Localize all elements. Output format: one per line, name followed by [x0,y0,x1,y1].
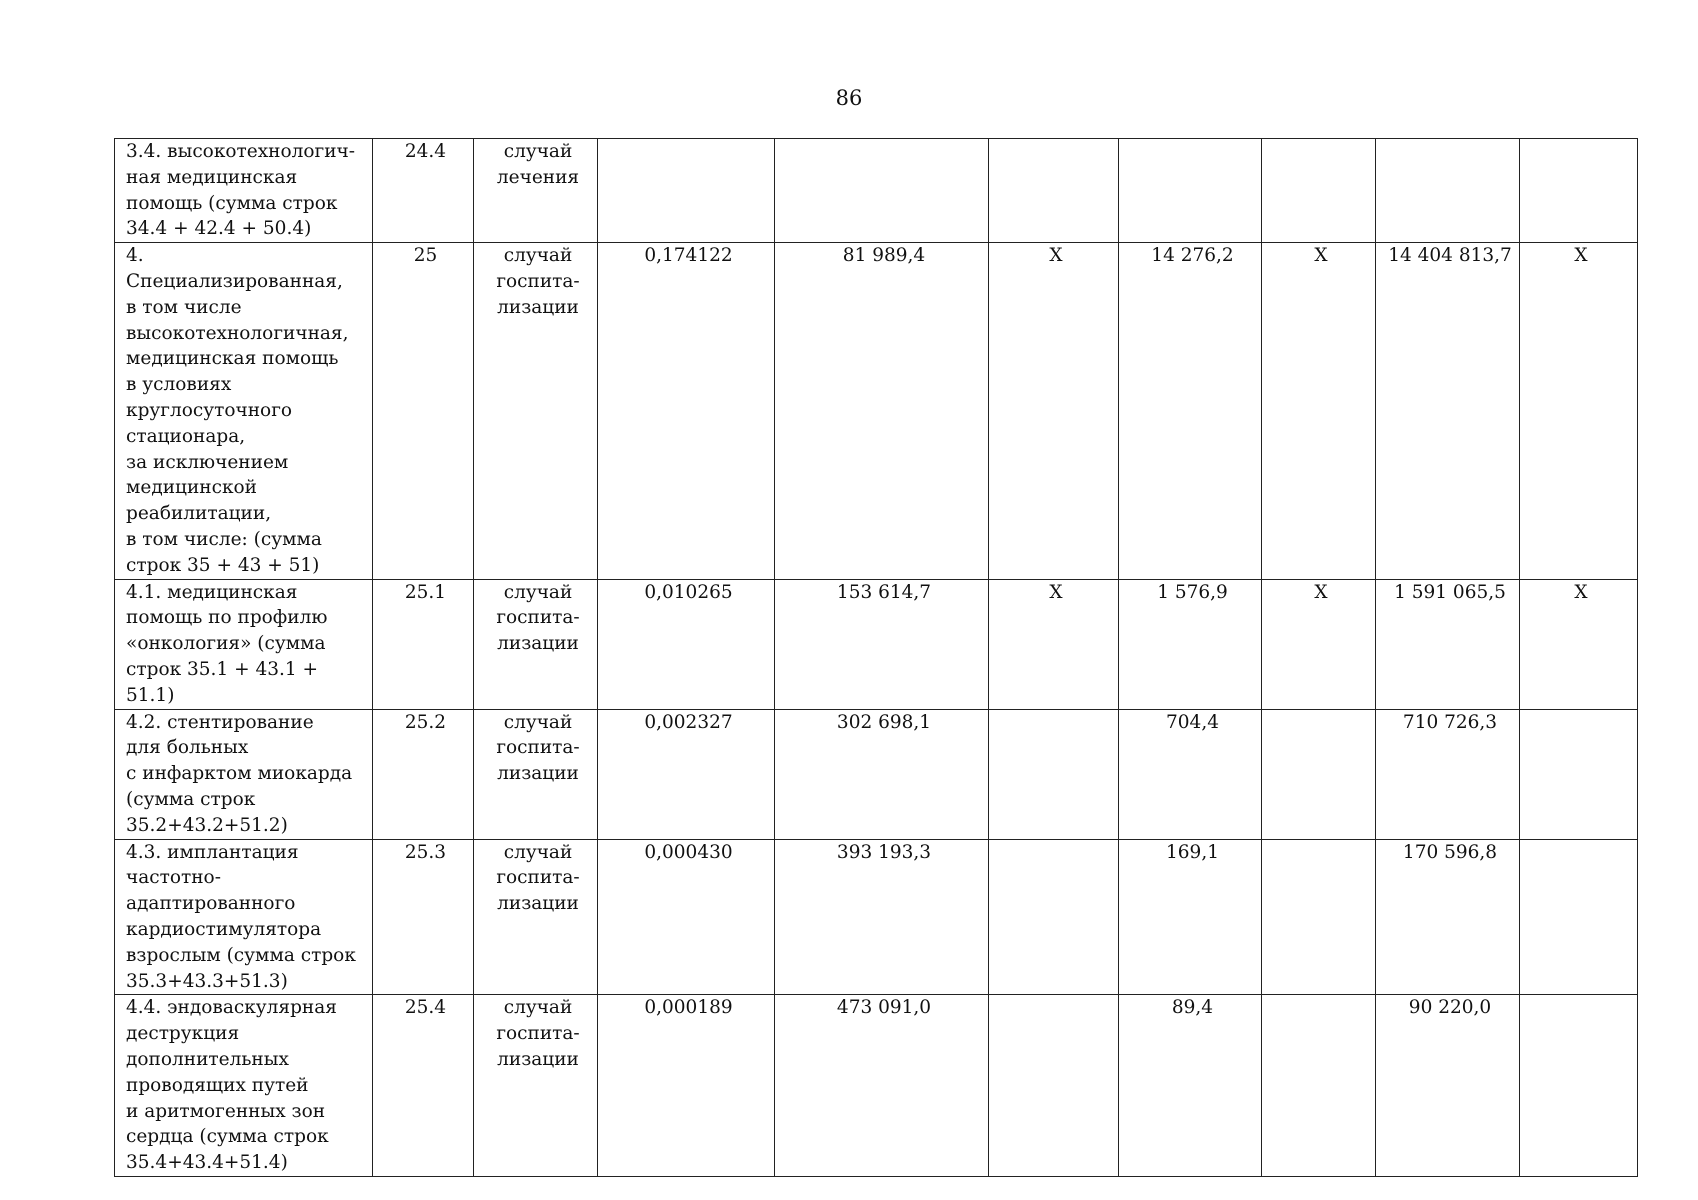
row-number: 25.2 [373,709,474,839]
value-col10 [1520,995,1638,1177]
unit-of-measure: случай госпита- лизации [474,709,598,839]
row-label: 4.2. стентирование для больных с инфарктом миокарда (сумма строк 35.2+43.2+51.2) [115,709,373,839]
value-col6 [989,839,1119,995]
value-col7: 704,4 [1119,709,1262,839]
value-col10 [1520,709,1638,839]
value-col9: 14 404 813,7 [1376,243,1520,579]
volume-norm: 0,174122 [598,243,775,579]
row-label: 3.4. высокотехнологич- ная медицинская помощь (сумма строк 34.4 + 42.4 + 50.4) [115,139,373,243]
value-col10: X [1520,243,1638,579]
volume-norm: 0,000189 [598,995,775,1177]
value-col6: X [989,579,1119,709]
unit-of-measure: случай госпита- лизации [474,839,598,995]
value-col9: 90 220,0 [1376,995,1520,1177]
table-row [115,139,1638,243]
value-col10 [1520,839,1638,995]
value-col8 [1262,995,1376,1177]
row-label: 4.4. эндоваскулярная деструкция дополнительных проводящих путей и аритмогенных зон сердца (сумма строк 35.4+43.4+51.4) [115,995,373,1177]
row-label: 4.3. имплантация частотно- адаптированного кардиостимулятора взрослым (сумма строк 35.3+43.3+51.3) [115,839,373,995]
value-col8 [1262,839,1376,995]
value-col7 [1119,139,1262,243]
unit-of-measure: случай лечения [474,139,598,243]
page-number: 86 [835,86,863,110]
data-table [114,138,1638,1177]
unit-cost [775,139,989,243]
value-col6 [989,995,1119,1177]
value-col8 [1262,139,1376,243]
value-col8: X [1262,579,1376,709]
volume-norm [598,139,775,243]
value-col7: 169,1 [1119,839,1262,995]
volume-norm: 0,010265 [598,579,775,709]
table-row [115,709,1638,839]
row-label: 4. Специализированная, в том числе высокотехнологичная, медицинская помощь в условиях круглосуточного стационара, за исключением медицинской реабилитации, в том числе: (сумма строк 35 + 43 + 51) [115,243,373,579]
table-body [115,139,1638,1177]
value-col8: X [1262,243,1376,579]
value-col9: 1 591 065,5 [1376,579,1520,709]
value-col9: 710 726,3 [1376,709,1520,839]
table-row [115,579,1638,709]
unit-of-measure: случай госпита- лизации [474,995,598,1177]
value-col7: 14 276,2 [1119,243,1262,579]
value-col8 [1262,709,1376,839]
volume-norm: 0,000430 [598,839,775,995]
row-number: 25 [373,243,474,579]
row-number: 25.1 [373,579,474,709]
value-col10 [1520,139,1638,243]
value-col10: X [1520,579,1638,709]
table-row [115,995,1638,1177]
unit-cost: 153 614,7 [775,579,989,709]
table-row [115,839,1638,995]
unit-cost: 473 091,0 [775,995,989,1177]
row-number: 25.3 [373,839,474,995]
value-col9 [1376,139,1520,243]
volume-norm: 0,002327 [598,709,775,839]
row-number: 25.4 [373,995,474,1177]
row-label: 4.1. медицинская помощь по профилю «онкология» (сумма строк 35.1 + 43.1 + 51.1) [115,579,373,709]
unit-of-measure: случай госпита- лизации [474,243,598,579]
table-row [115,243,1638,579]
value-col7: 89,4 [1119,995,1262,1177]
unit-cost: 393 193,3 [775,839,989,995]
unit-cost: 81 989,4 [775,243,989,579]
value-col6: X [989,243,1119,579]
value-col9: 170 596,8 [1376,839,1520,995]
value-col6 [989,139,1119,243]
row-number: 24.4 [373,139,474,243]
value-col6 [989,709,1119,839]
value-col7: 1 576,9 [1119,579,1262,709]
unit-cost: 302 698,1 [775,709,989,839]
unit-of-measure: случай госпита- лизации [474,579,598,709]
